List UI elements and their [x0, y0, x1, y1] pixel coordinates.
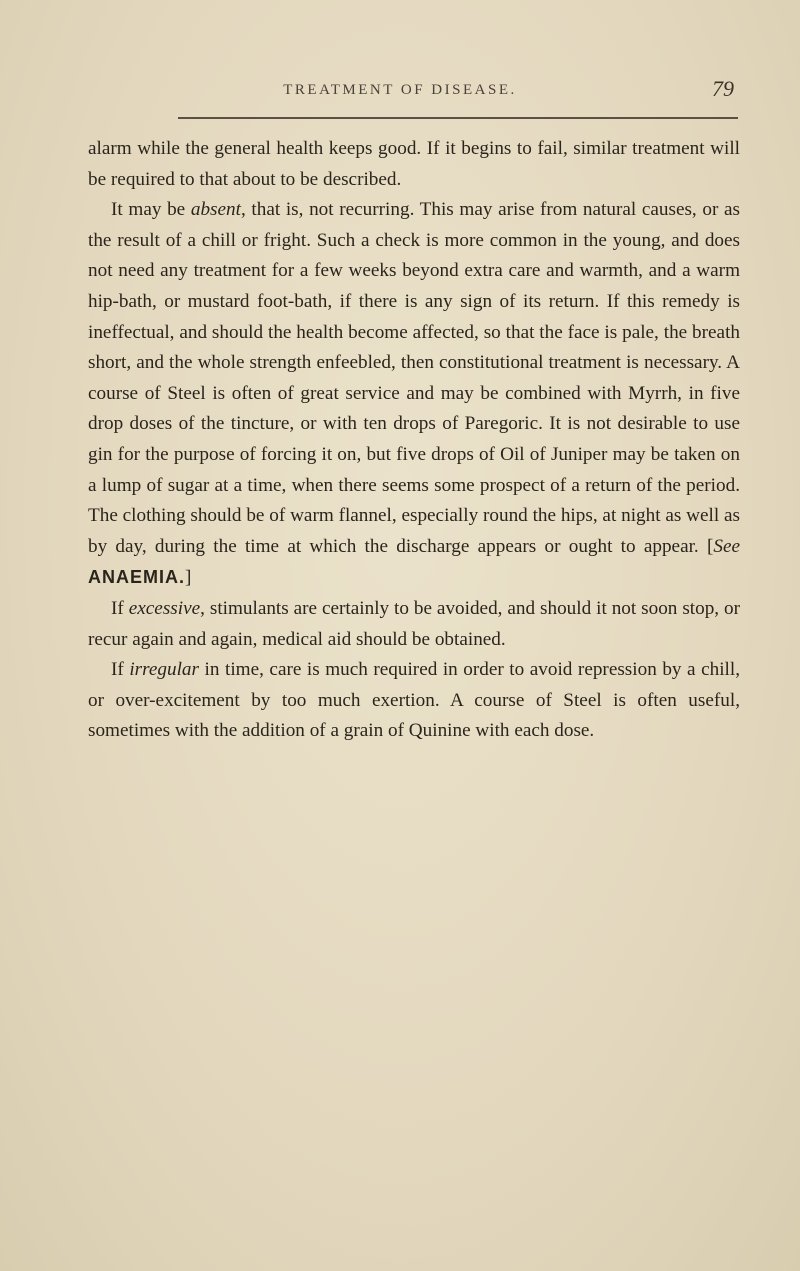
paragraph-lead: It may be: [111, 199, 191, 221]
cross-reference: ANAEMIA.: [88, 567, 185, 588]
body-text: [88, 134, 740, 747]
see-reference: See: [713, 535, 740, 557]
paragraph-lead: If: [111, 659, 130, 681]
reference-close: ]: [185, 567, 192, 589]
term-absent: absent: [190, 199, 241, 221]
paragraph-body: , stimulants are certainly to be avoided, and should it not soon stop, or recur again and again, medical aid should be obtained.: [88, 597, 741, 650]
term-irregular: irregular: [129, 659, 199, 681]
paragraph-body: in time, care is much required in order to avoid repression by a chill, or over-excitement by too much exertion. A course of Steel is often useful, sometimes with the addition of a grain of Quinine with each dose.: [88, 659, 740, 742]
header-rule: [178, 117, 738, 119]
paragraph-excessive: [88, 594, 740, 655]
term-excessive: excessive: [128, 597, 201, 619]
paragraph-irregular: [88, 655, 740, 747]
running-head: TREATMENT OF DISEASE.: [283, 82, 517, 98]
paragraph-body: , that is, not recurring. This may arise from natural causes, or as the result of a chill or fright. Such a check is more common in the young, and does not need any treatment for a few weeks beyond extra care and warmth, and a warm hip-bath, or mustard foot-bath, if there is any sign of its return. If this remedy is ineffectual, and should the health become affected, so that the face is pale, the breath short, and the whole strength enfeebled, then constitutional treatment is necessary. A course of Steel is often of great service and may be combined with Myrrh, in five drop doses of the tincture, or with ten drops of Paregoric. It is not desirable to use gin for the purpose of forcing it on, but five drops of Oil of Juniper may be taken on a lump of sugar at a time, when there seems some prospect of a return of the period. The clothing should be of warm flannel, especially round the hips, at night as well as by day, during the time at which the discharge appears or ought to appear. [: [88, 199, 740, 557]
page-number: 79: [712, 76, 734, 101]
paragraph-continuation: alarm while the general health keeps good. If it begins to fail, similar treatment will be required to that about to be described.: [88, 138, 740, 190]
paragraph-lead: If: [111, 597, 129, 619]
paragraph-absent: [88, 195, 740, 594]
